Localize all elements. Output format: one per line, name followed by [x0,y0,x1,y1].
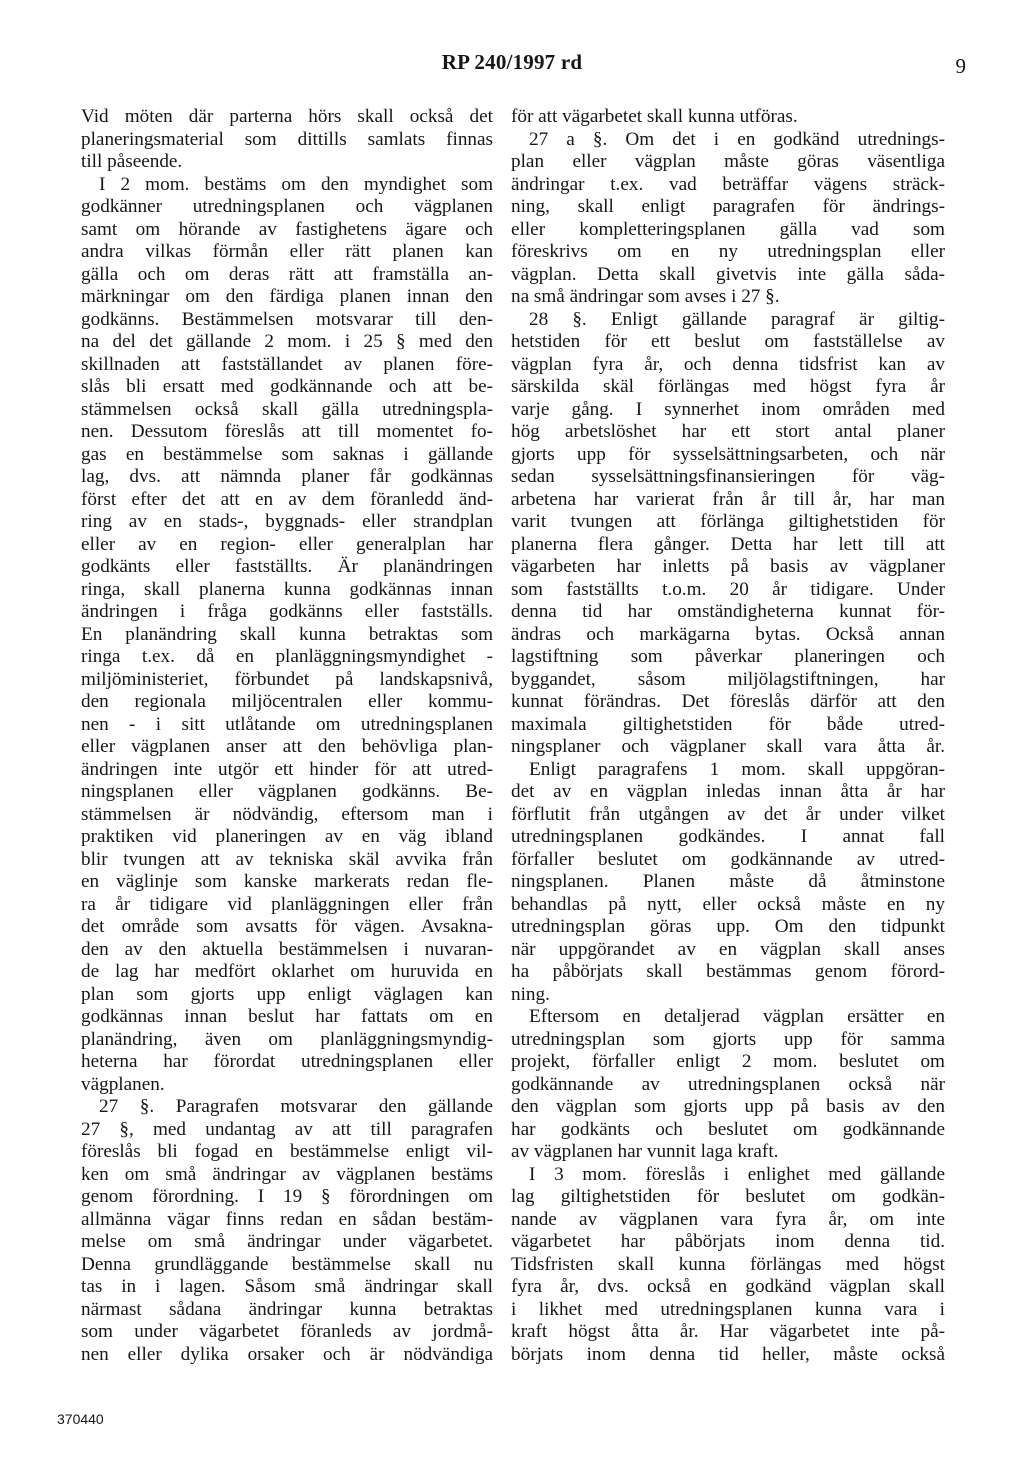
text-line: ningsplaner och vägplaner skall vara åtta år. [511,736,945,757]
text-line: projekt, förfaller enligt 2 mom. beslutet om [511,1051,945,1072]
text-line: praktiken vid planeringen av en väg ibland [81,826,493,847]
text-line: ändringen i fråga godkänns eller fastställs. [81,601,493,622]
text-line: föreskrivs om en ny utredningsplan eller [511,241,945,262]
text-line: planeringsmaterial som dittills samlats finnas [81,128,493,150]
text-line: ändras och markägarna bytas. Också annan [511,623,945,645]
text-line: märkningar om den färdiga planen innan den [81,286,493,307]
text-line: ningsplanen. Planen måste då åtminstone [511,871,945,892]
text-line: ken om små ändringar av vägplanen bestäms [81,1163,493,1185]
text-line: godkänner utredningsplanen och vägplanen [81,196,493,217]
text-line: en väglinje som kanske markerats redan fle- [81,871,493,892]
text-line: na del det gällande 2 mom. i 25 § med den [81,331,493,352]
text-line: den regionala miljöcentralen eller kommu- [81,691,493,712]
text-line: ningsplanen eller vägplanen godkänns. Be- [81,781,493,802]
text-line: plan eller vägplan måste göras väsentliga [511,151,945,172]
text-line: gas en bestämmelse som saknas i gällande [81,443,493,465]
text-line: 27 a §. Om det i en godkänd utrednings- [529,128,945,150]
text-line: lagstiftning som påverkar planeringen och [511,646,945,667]
text-line: varit tvungen att förlänga giltighetstiden för [511,511,945,532]
text-line: melse om små ändringar under vägarbetet. [81,1231,493,1252]
text-line: En planändring skall kunna betraktas som [81,623,493,645]
text-line: I 2 mom. bestäms om den myndighet som [99,173,493,195]
text-line: förflutit från utgången av det år under vilket [511,803,945,825]
text-line: nen eller dylika orsaker och är nödvändiga [81,1343,493,1365]
text-line: utredningsplan som gjorts upp för samma [511,1028,945,1050]
text-line: maximala giltighetstiden för både utred- [511,713,945,735]
text-line: de lag har medfört oklarhet om huruvida en [81,961,493,982]
text-line: vägplanen. [81,1073,165,1095]
text-line: godkännas innan beslut har fattats om en [81,1006,493,1027]
text-line: andra vilkas förmån eller rätt planen kan [81,241,493,262]
text-line: Denna grundläggande bestämmelse skall nu [81,1253,493,1275]
text-line: blir tvungen att av tekniska skäl avvika från [81,848,493,870]
text-line: arbetena har varierat från år till år, har man [511,488,945,510]
text-line: av vägplanen har vunnit laga kraft. [511,1141,779,1162]
text-line: den av den aktuella bestämmelsen i nuvaran- [81,938,493,960]
text-line: byggandet, såsom miljölagstiftningen, har [511,668,945,690]
text-line: gälla och om deras rätt att framställa an- [81,263,493,285]
text-line: det av en vägplan inledas innan åtta år har [511,781,945,802]
text-line: nande av vägplanen vara fyra år, om inte [511,1208,945,1230]
text-line: som fastställts t.o.m. 20 år tidigare. Under [511,578,945,600]
text-line: I 3 mom. föreslås i enlighet med gällande [529,1163,945,1185]
text-line: nen. Dessutom föreslås att till momentet fo- [81,421,493,442]
text-line: ringa t.ex. då en planläggningsmyndighet - [81,646,493,667]
text-line: denna tid har omständigheterna kunnat för- [511,601,945,622]
text-line: planerna flera gånger. Detta har lett till att [511,533,945,555]
text-line: heterna har förordat utredningsplanen eller [81,1051,493,1072]
text-line: slås bli ersatt med godkännande och att be- [81,376,493,397]
text-line: Eftersom en detaljerad vägplan ersätter en [529,1006,945,1027]
text-line: ning, skall enligt paragrafen för ändrings- [511,196,945,217]
text-line: vägarbeten har inletts på basis av vägplaner [511,556,945,577]
text-line: godkänts eller fastställts. Är planändringen [81,556,493,577]
text-line: 27 §. Paragrafen motsvarar den gällande [99,1096,493,1117]
text-line: vägplan. Detta skall givetvis inte gälla såda- [511,263,945,285]
text-line: utredningsplan göras upp. Om den tidpunkt [511,916,945,937]
text-line: allmänna vägar finns redan en sådan bestäm- [81,1208,493,1230]
text-line: Vid möten där parterna hörs skall också det [81,106,493,127]
text-line: till påseende. [81,151,183,172]
text-line: särskilda skäl förlängas med högst fyra år [511,376,945,397]
text-line: ändringen inte utgör ett hinder för att utred- [81,758,493,780]
text-line: Tidsfristen skall kunna förlängas med högst [511,1253,945,1275]
text-line: ha påbörjats skall bestämmas genom förord- [511,961,945,982]
text-line: i likhet med utredningsplanen kunna vara i [511,1298,945,1320]
text-line: fyra år, dvs. också en godkänd vägplan skall [511,1276,945,1297]
page-number: 9 [955,54,966,78]
text-line: godkännande av utredningsplanen också när [511,1073,945,1095]
text-line: föreslås bli fogad en bestämmelse enligt vil- [81,1141,493,1162]
text-line: gjorts upp för sysselsättningsarbeten, och när [511,443,945,465]
text-line: lag giltighetstiden för beslutet om godkän- [511,1186,945,1207]
text-line: sedan sysselsättningsfinansieringen för väg- [511,466,945,487]
text-line: ra år tidigare vid planläggningen eller från [81,893,493,915]
text-line: nen - i sitt utlåtande om utredningsplanen [81,713,493,735]
text-line: utredningsplanen godkändes. I annat fall [511,826,945,847]
text-line: först efter det att en av dem föranledd änd- [81,488,493,510]
page-header-title: RP 240/1997 rd [441,50,583,74]
text-line: eller kompletteringsplanen gälla vad som [511,218,945,240]
text-line: ringa, skall planerna kunna godkännas innan [81,578,493,600]
text-line: förfaller beslutet om godkännande av utred- [511,848,945,870]
text-line: hetstiden för ett beslut om fastställelse av [511,331,945,352]
text-line: 28 §. Enligt gällande paragraf är giltig- [529,308,945,330]
text-line: när uppgörandet av en vägplan skall anses [511,938,945,960]
text-line: närmast sådana ändringar kunna betraktas [81,1298,493,1320]
text-line: eller vägplanen anser att den behövliga plan- [81,736,493,757]
text-line: hög arbetslöshet har ett stort antal planer [511,421,945,442]
text-line: plan som gjorts upp enligt väglagen kan [81,983,493,1005]
left-text-column [81,106,493,1366]
footer-print-code: 370440 [57,1411,104,1427]
text-line: tas in i lagen. Såsom små ändringar skall [81,1276,493,1297]
text-line: kraft högst åtta år. Har vägarbetet inte på- [511,1321,945,1342]
text-line: varje gång. I synnerhet inom områden med [511,398,945,420]
text-line: na små ändringar som avses i 27 §. [511,286,780,307]
text-line: stämmelsen också skall gälla utredningspla- [81,398,493,420]
text-line: Enligt paragrafens 1 mom. skall uppgöran- [529,758,945,780]
text-line: vägarbetet har påbörjats inom denna tid. [511,1231,945,1252]
text-line: den vägplan som gjorts upp på basis av den [511,1096,945,1117]
text-line: godkänns. Bestämmelsen motsvarar till den- [81,308,493,330]
text-line: det område som avsatts för vägen. Avsakna- [81,916,493,937]
text-line: samt om hörande av fastighetens ägare och [81,218,493,240]
text-line: behandlas på nytt, eller också måste en ny [511,893,945,915]
text-line: ning. [511,983,550,1005]
text-line: miljöministeriet, förbundet på landskapsnivå, [81,668,493,690]
text-line: ring av en stads-, byggnads- eller strandplan [81,511,493,532]
right-text-column [511,106,945,1366]
text-line: som under vägarbetet föranleds av jordmå- [81,1321,493,1342]
text-line: skillnaden att fastställandet av planen före- [81,353,493,375]
text-line: har godkänts och beslutet om godkännande [511,1118,945,1140]
text-line: stämmelsen är nödvändig, eftersom man i [81,803,493,825]
text-line: eller av en region- eller generalplan har [81,533,493,555]
text-line: 27 §, med undantag av att till paragrafen [81,1118,493,1140]
text-line: vägplan fyra år, och denna tidsfrist kan av [511,353,945,375]
text-line: ändringar t.ex. vad beträffar vägens sträck- [511,173,945,195]
text-line: börjats inom denna tid heller, måste också [511,1343,945,1365]
text-line: lag, dvs. att nämnda planer får godkännas [81,466,493,487]
text-line: för att vägarbetet skall kunna utföras. [511,106,798,127]
text-line: genom förordning. I 19 § förordningen om [81,1186,493,1207]
text-line: kunnat förändras. Det föreslås därför att den [511,691,945,712]
text-line: planändring, även om planläggningsmyndig- [81,1028,493,1050]
